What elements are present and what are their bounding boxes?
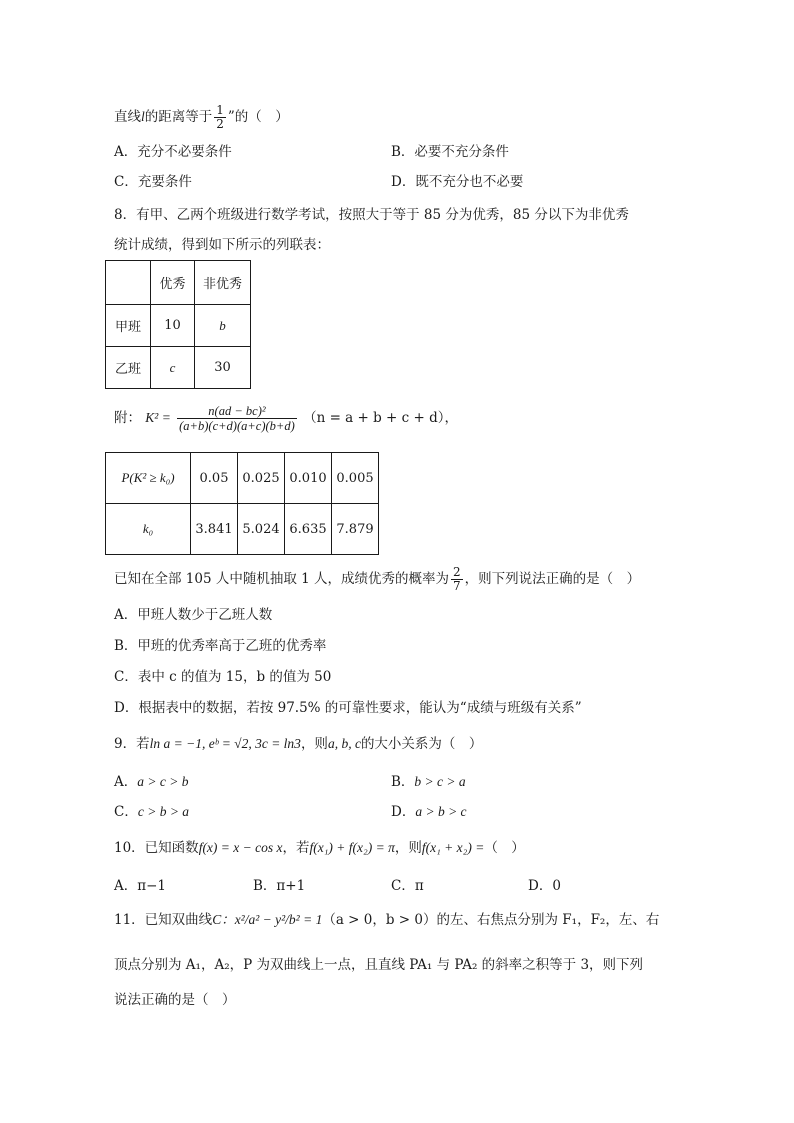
table-cell: 0.010	[285, 453, 332, 504]
q9-option-a: A．a > c > b	[114, 774, 189, 790]
formula-fraction: $\frac{\text{n(ad − bc)²}}{(a+b)(c+d)(a+c)(b+d)}$	[179, 404, 295, 433]
table-cell: 10	[151, 305, 195, 347]
table-cell: 6.635	[285, 504, 332, 555]
table-cell: 7.879	[332, 504, 379, 555]
table-cell: 0.005	[332, 453, 379, 504]
table-row-label: P(K² ≥ k₀)	[106, 453, 191, 504]
q8-stem-line1: 8．有甲、乙两个班级进行数学考试，按照大于等于 85 分为优秀，85 分以下为非优秀	[114, 207, 629, 223]
fraction: $\frac{1}{2}$	[216, 103, 224, 131]
table-cell: 5.024	[238, 504, 285, 555]
q11-stem-line1: 11．已知双曲线C：x²/a² − y²/b² = 1（a > 0，b > 0）的左、右焦点分别为 F₁，F₂，左、右	[114, 912, 660, 928]
table-cell: 3.841	[191, 504, 238, 555]
q7-option-d: D．既不充分也不必要	[391, 174, 524, 190]
q8-stem-line2: 统计成绩，得到如下所示的列联表：	[114, 237, 330, 253]
table-header-blank	[106, 261, 151, 305]
table-cell: 0.025	[238, 453, 285, 504]
table-header: 优秀	[151, 261, 195, 305]
q10-option-c: C．π	[391, 878, 424, 894]
q8-condition: 已知在全部 105 人中随机抽取 1 人，成绩优秀的概率为 $\frac{2}{7}$ ，则下列说法正确的是（ ）	[114, 565, 641, 593]
table-cell: 0.05	[191, 453, 238, 504]
q11-stem-line2: 顶点分别为 A₁，A₂，P 为双曲线上一点，且直线 PA₁ 与 PA₂ 的斜率之积等于 3，则下列	[114, 957, 644, 973]
table-row-label: k₀	[106, 504, 191, 555]
q10-stem: 10．已知函数f(x) = x − cos x，若f(x₁) + f(x₂) = π，则f(x₁ + x₂) =（ ）	[114, 840, 525, 856]
q7-option-a: A．充分不必要条件	[114, 144, 232, 160]
fraction: $\frac{2}{7}$	[453, 565, 461, 593]
q7-option-c: C．充要条件	[114, 174, 192, 190]
q8-option-b: B．甲班的优秀率高于乙班的优秀率	[114, 638, 327, 654]
q7-stem-tail: 直线l的距离等于 $\frac{1}{2}$ ”的（ ）	[114, 103, 289, 131]
table-header: 非优秀	[195, 261, 251, 305]
q9-option-c: C．c > b > a	[114, 804, 190, 820]
q11-stem-line3: 说法正确的是（ ）	[114, 992, 236, 1008]
contingency-table	[105, 260, 251, 389]
q7-option-b: B．必要不充分条件	[391, 144, 509, 160]
q8-option-d: D．根据表中的数据，若按 97.5% 的可靠性要求，能认为“成绩与班级有关系”	[114, 700, 582, 716]
q9-option-b: B．b > c > a	[391, 774, 466, 790]
critical-value-table	[105, 452, 379, 555]
table-row-label: 乙班	[106, 347, 151, 389]
q8-option-a: A．甲班人数少于乙班人数	[114, 607, 273, 623]
q9-stem: 9．若ln a = −1, eᵇ = √2, 3c = ln3，则a, b, c的大小关系为（ ）	[114, 736, 483, 752]
table-row-label: 甲班	[106, 305, 151, 347]
q9-option-d: D．a > b > c	[391, 804, 467, 820]
table-cell: b	[195, 305, 251, 347]
q10-option-b: B．π+1	[253, 878, 306, 894]
table-cell: c	[151, 347, 195, 389]
q10-option-a: A．π−1	[114, 878, 167, 894]
k-squared-formula: 附： K² = $\frac{\text{n(ad − bc)²}}{(a+b)(c+d)(a+c)(b+d)}$ （n = a + b + c + d），	[114, 404, 458, 433]
table-cell: 30	[195, 347, 251, 389]
q10-option-d: D．0	[528, 878, 561, 894]
q8-option-c: C．表中 c 的值为 15，b 的值为 50	[114, 669, 332, 685]
